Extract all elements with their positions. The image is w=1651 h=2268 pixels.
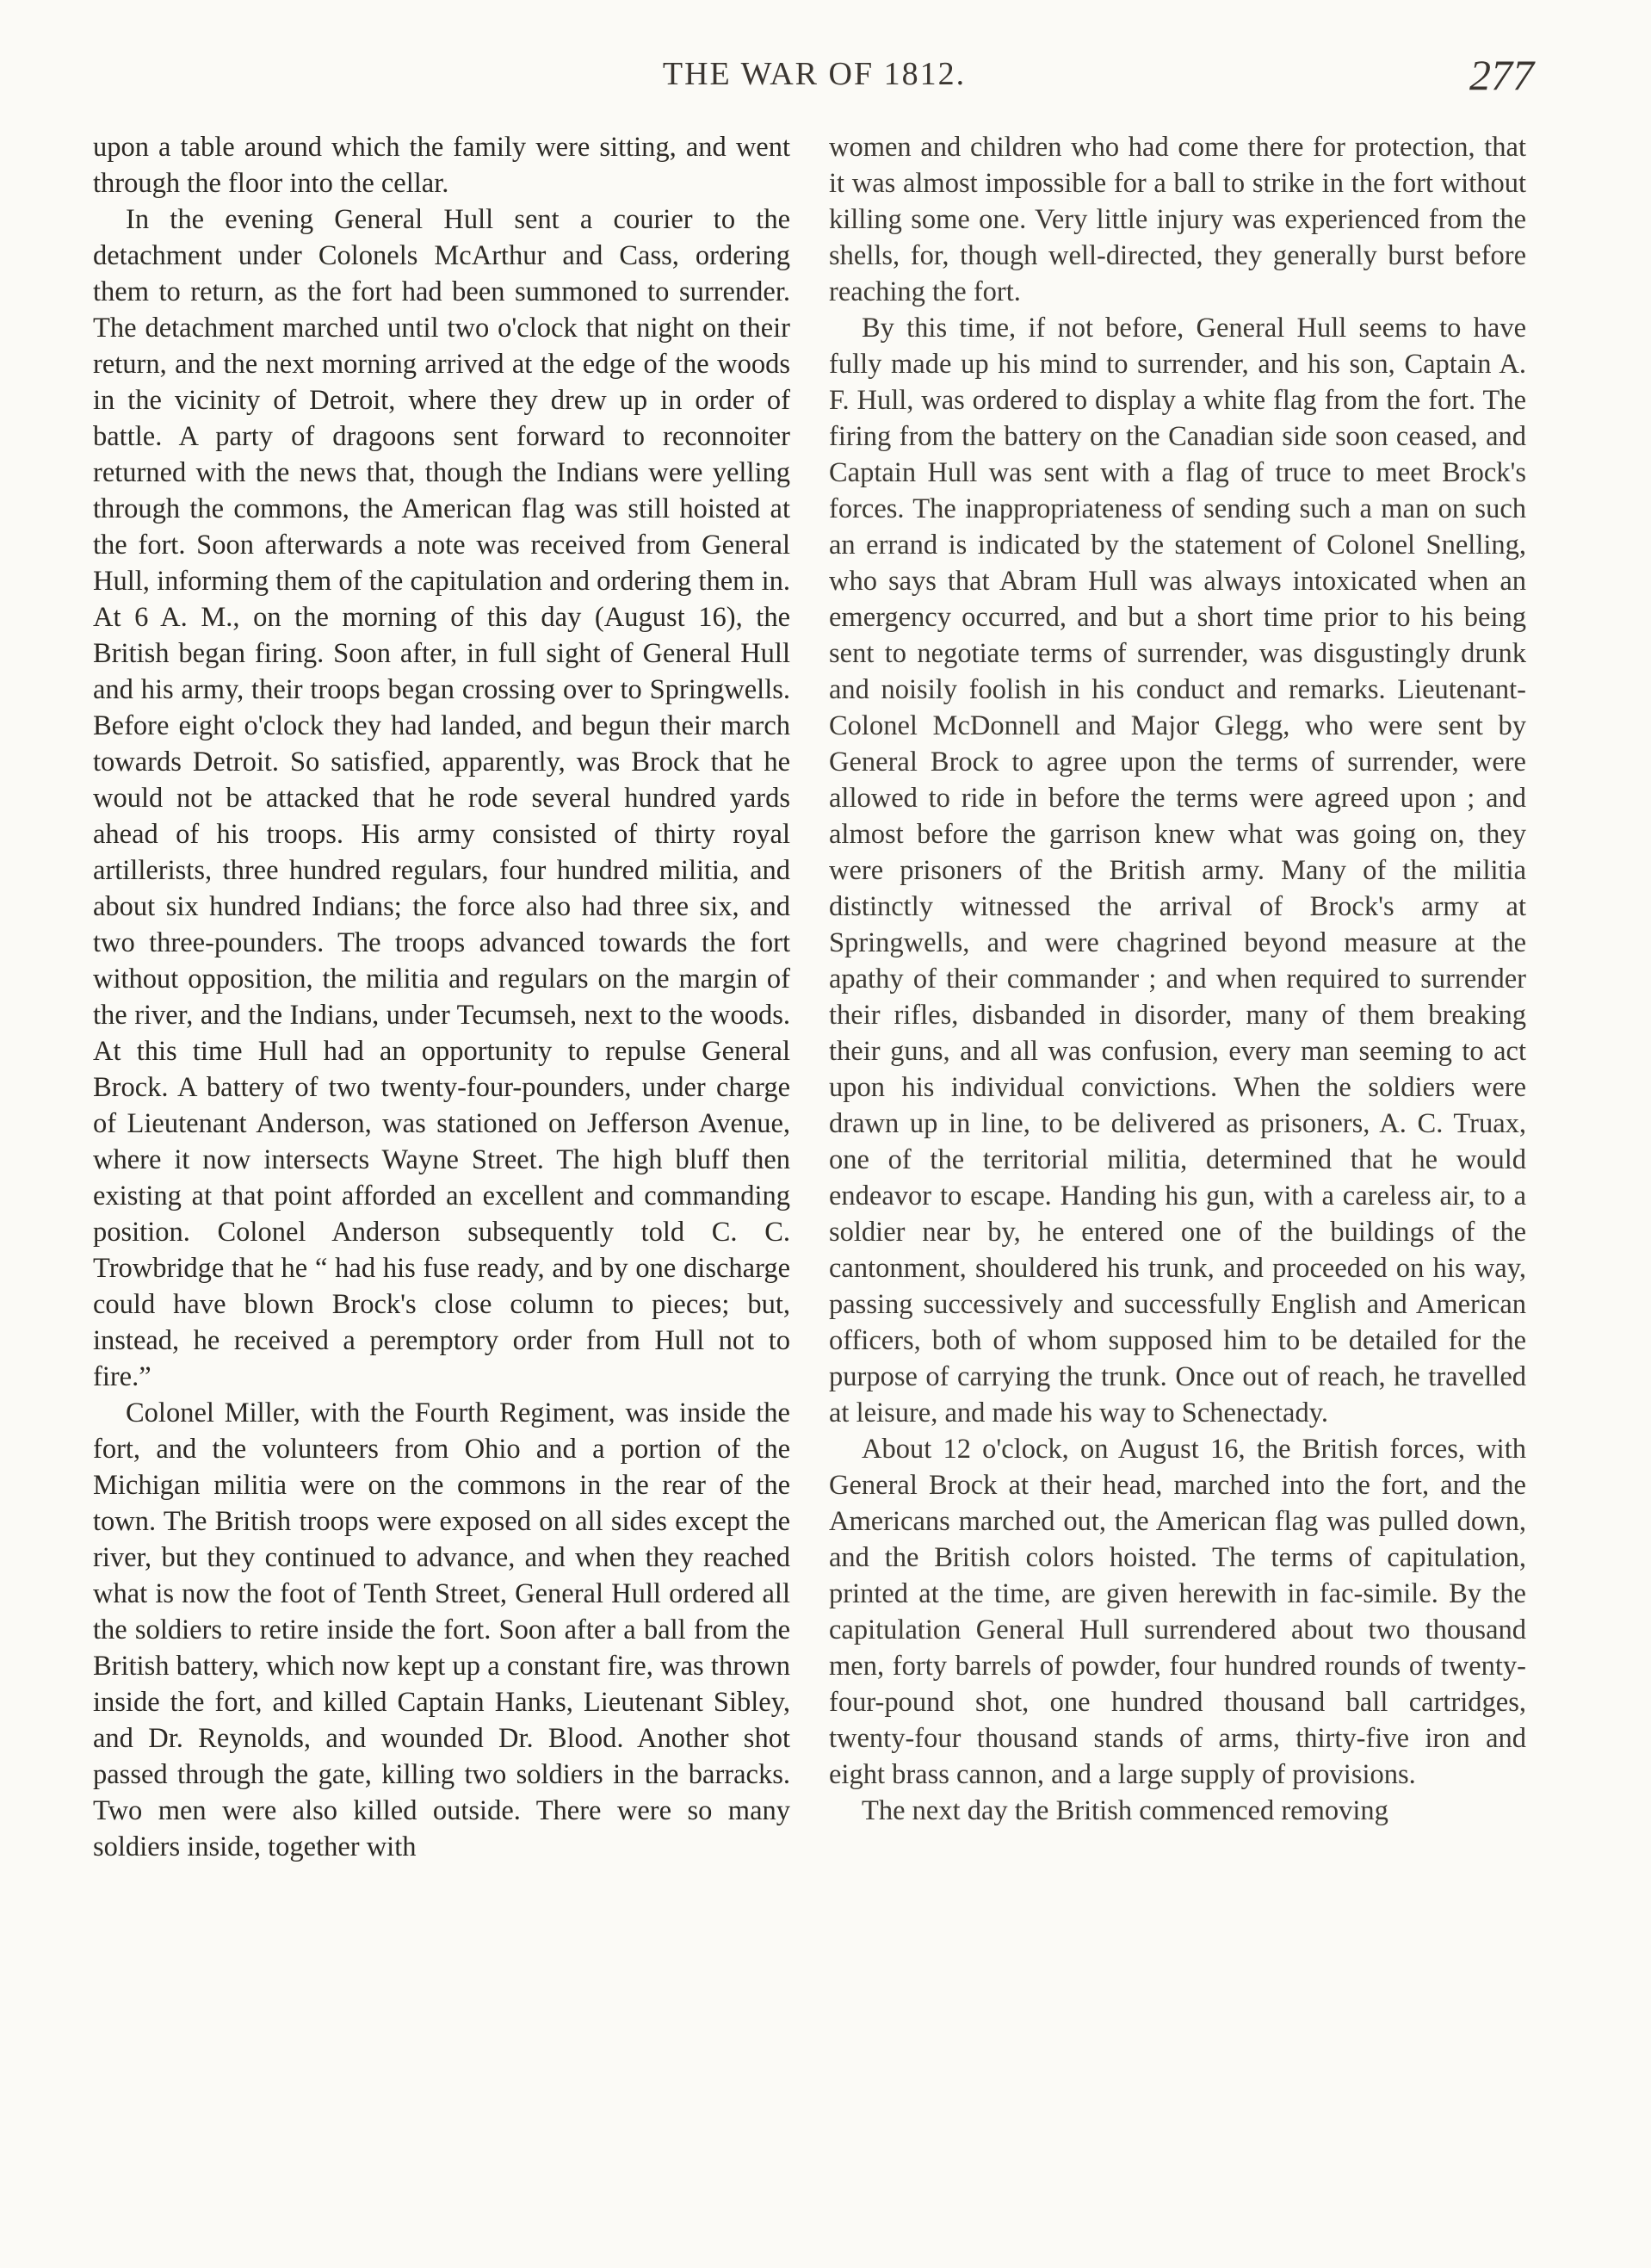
paragraph: Colonel Miller, with the Fourth Regiment, was inside the fort, and the volunteers from Ohio and a portion of the Michigan militia were on the commons in the rear of the town. The British troops were exposed on all sides except the river, but they continued to advance, and when they reached what is now the foot of Tenth Street, General Hull ordered all the soldiers to retire inside the fort. Soon after a ball from the British battery, which now kept up a constant fire, was thrown inside the fort, and killed Captain Hanks, Lieutenant Sibley, and Dr. Reynolds, and wounded Dr. Blood. Another shot passed through the gate, killing two soldiers in the barracks. Two men were also killed outside. There were so many soldiers inside, together with — [93, 1397, 790, 1862]
left-column — [93, 129, 790, 1865]
running-title: THE WAR OF 1812. — [662, 56, 967, 92]
paragraph: upon a table around which the family were sitting, and went through the floor into the cellar. — [93, 132, 790, 199]
paragraph: About 12 o'clock, on August 16, the British forces, with General Brock at their head, marched into the fort, and the Americans marched out, the American flag was pulled down, and the British colors hoisted. The terms of capitulation, printed at the time, are given herewith in fac-simile. By the capitulation General Hull surrendered about two thousand men, forty barrels of powder, four hundred rounds of twenty-four-pound shot, one hundred thousand ball cartridges, twenty-four thousand stands of arms, thirty-five iron and eight brass cannon, and a large supply of provisions. — [829, 1434, 1526, 1790]
right-column — [829, 129, 1526, 1829]
page-number: 277 — [1469, 51, 1534, 99]
paragraph: In the evening General Hull sent a courier to the detachment under Colonels McArthur and Cass, ordering them to return, as the fort had been summoned to surrender. The detachment marched until two o'clock that night on their return, and the next morning arrived at the edge of the woods in the vicinity of Detroit, where they drew up in order of battle. A party of dragoons sent forward to reconnoiter returned with the news that, though the Indians were yelling through the commons, the American flag was still hoisted at the fort. Soon afterwards a note was received from General Hull, informing them of the capitulation and ordering them in. At 6 A. M., on the morning of this day (August 16), the British began firing. Soon after, in full sight of General Hull and his army, their troops began crossing over to Springwells. Before eight o'clock they had landed, and begun their march towards Detroit. So satisfied, apparently, was Brock that he would not be attacked that he rode several hundred yards ahead of his troops. His army consisted of thirty royal artillerists, three hundred regulars, four hundred militia, and about six hundred Indians; the force also had three six, and two three-pounders. The troops advanced towards the fort without opposition, the militia and regulars on the margin of the river, and the Indians, under Tecumseh, next to the woods. At this time Hull had an opportunity to repulse General Brock. A battery of two twenty-four-pounders, under charge of Lieutenant Anderson, was stationed on Jefferson Avenue, where it now intersects Wayne Street. The high bluff then existing at that point afforded an excellent and commanding position. Colonel Anderson subsequently told C. C. Trowbridge that he “ had his fuse ready, and by one discharge could have blown Brock's close column to pieces; but, instead, he received a peremptory order from Hull not to fire.” — [93, 204, 790, 1392]
paragraph: The next day the British commenced removing — [862, 1795, 1388, 1826]
paragraph: By this time, if not before, General Hull seems to have fully made up his mind to surrender, and his son, Captain A. F. Hull, was ordered to display a white flag from the fort. The firing from the battery on the Canadian side soon ceased, and Captain Hull was sent with a flag of truce to meet Brock's forces. The inappropriateness of sending such a man on such an errand is indicated by the statement of Colonel Snelling, who says that Abram Hull was always intoxicated when an emergency occurred, and but a short time prior to his being sent to negotiate terms of surrender, was disgustingly drunk and noisily foolish in his conduct and remarks. Lieutenant-Colonel McDonnell and Major Glegg, who were sent by General Brock to agree upon the terms of surrender, were allowed to ride in before the terms were agreed upon ; and almost before the garrison knew what was going on, they were prisoners of the British army. Many of the militia distinctly witnessed the arrival of Brock's army at Springwells, and were chagrined beyond measure at the apathy of their commander ; and when required to surrender their rifles, disbanded in disorder, many of them breaking their guns, and all was confusion, every man seeming to act upon his individual convictions. When the soldiers were drawn up in line, to be delivered as prisoners, A. C. Truax, one of the territorial militia, determined that he would endeavor to escape. Handing his gun, with a careless air, to a soldier near by, he entered one of the buildings of the cantonment, shouldered his trunk, and proceeded on his way, passing successively and successfully English and American officers, both of whom supposed him to be detailed for the purpose of carrying the trunk. Once out of reach, he travelled at leisure, and made his way to Schenectady. — [829, 313, 1526, 1428]
running-head — [95, 50, 1534, 110]
paragraph: women and children who had come there for protection, that it was almost impossible for a ball to strike in the fort without killing some one. Very little injury was experienced from the shells, for, though well-directed, they generally burst before reaching the fort. — [829, 132, 1526, 307]
